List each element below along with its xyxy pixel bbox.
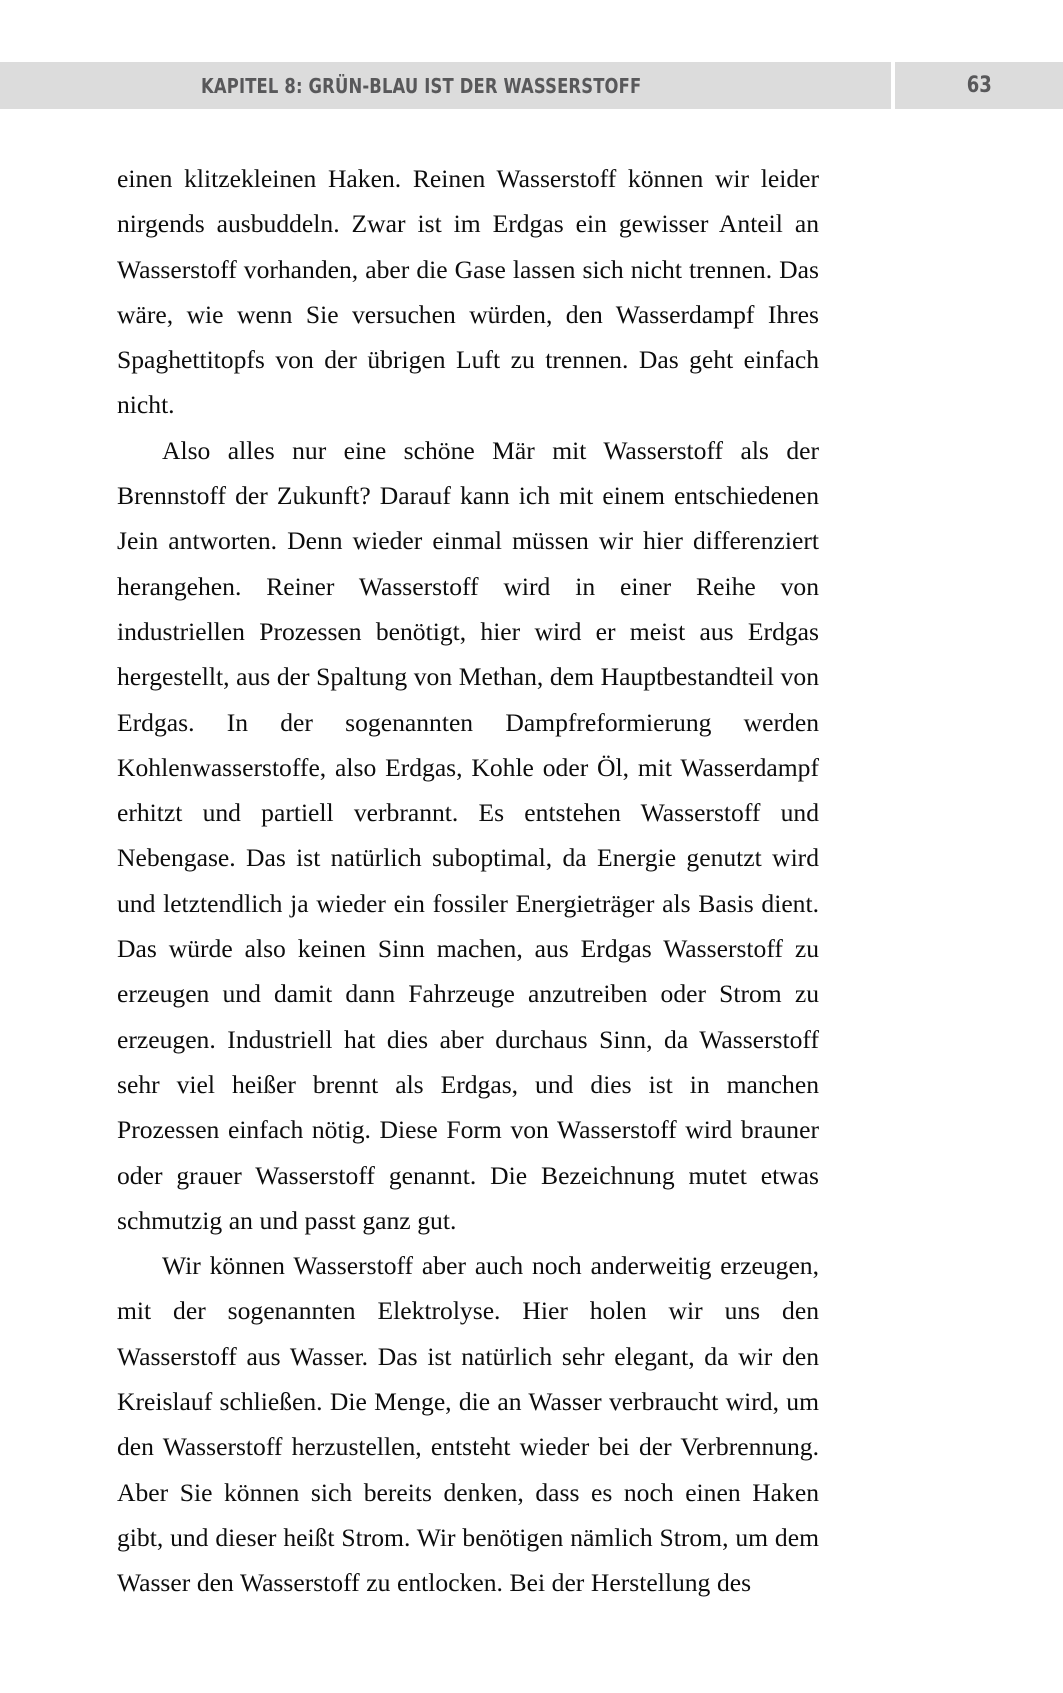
body-text-block	[117, 156, 819, 1606]
paragraph: einen klitzekleinen Haken. Reinen Wasserstoff können wir leider nirgends ausbuddeln. Zwar ist im Erdgas ein gewisser Anteil an Wasserstoff vorhanden, aber die Gase lassen sich nicht trennen. Das wäre, wie wenn Sie versuchen würden, den Wasserdampf Ihres Spaghettitopfs von der übrigen Luft zu trennen. Das geht einfach nicht.	[117, 164, 819, 420]
running-head-title-cell	[0, 62, 891, 109]
chapter-title: KAPITEL 8: GRÜN-BLAU IST DER WASSERSTOFF	[201, 73, 642, 98]
running-head-folio-cell	[895, 62, 1063, 109]
paragraph: Also alles nur eine schöne Mär mit Wasserstoff als der Brennstoff der Zukunft? Darauf kann ich mit einem entschiedenen Jein antworten. Denn wieder einmal müssen wir hier differenziert herangehen. Reiner Wasserstoff wird in einer Reihe von industriellen Prozessen benötigt, hier wird er meist aus Erdgas hergestellt, aus der Spaltung von Methan, dem Hauptbestandteil von Erdgas. In der sogenannten Dampfreformierung werden Kohlenwasserstoffe, also Erdgas, Kohle oder Öl, mit Wasserdampf erhitzt und partiell verbrannt. Es entstehen Wasserstoff und Nebengase. Das ist natürlich suboptimal, da Energie genutzt wird und letztendlich ja wieder ein fossiler Energieträger als Basis dient. Das würde also keinen Sinn machen, aus Erdgas Wasserstoff zu erzeugen und damit dann Fahrzeuge anzutreiben oder Strom zu erzeugen. Industriell hat dies aber durchaus Sinn, da Wasserstoff sehr viel heißer brennt als Erdgas, und dies ist in manchen Prozessen einfach nötig. Diese Form von Wasserstoff wird brauner oder grauer Wasserstoff genannt. Die Bezeichnung mutet etwas schmutzig an und passt ganz gut.	[117, 435, 819, 1235]
running-head	[0, 62, 1063, 109]
paragraph: Wir können Wasserstoff aber auch noch anderweitig erzeugen, mit der sogenannten Elektrolyse. Hier holen wir uns den Wasserstoff aus Wasser. Das ist natürlich sehr elegant, da wir den Kreislauf schließen. Die Menge, die an Wasser verbraucht wird, um den Wasserstoff herzustellen, entsteht wieder bei der Verbrennung. Aber Sie können sich bereits denken, dass es noch einen Haken gibt, und dieser heißt Strom. Wir benötigen nämlich Strom, um dem Wasser den Wasserstoff zu entlocken. Bei der Herstellung des	[117, 1251, 819, 1598]
page-number: 63	[966, 73, 992, 98]
